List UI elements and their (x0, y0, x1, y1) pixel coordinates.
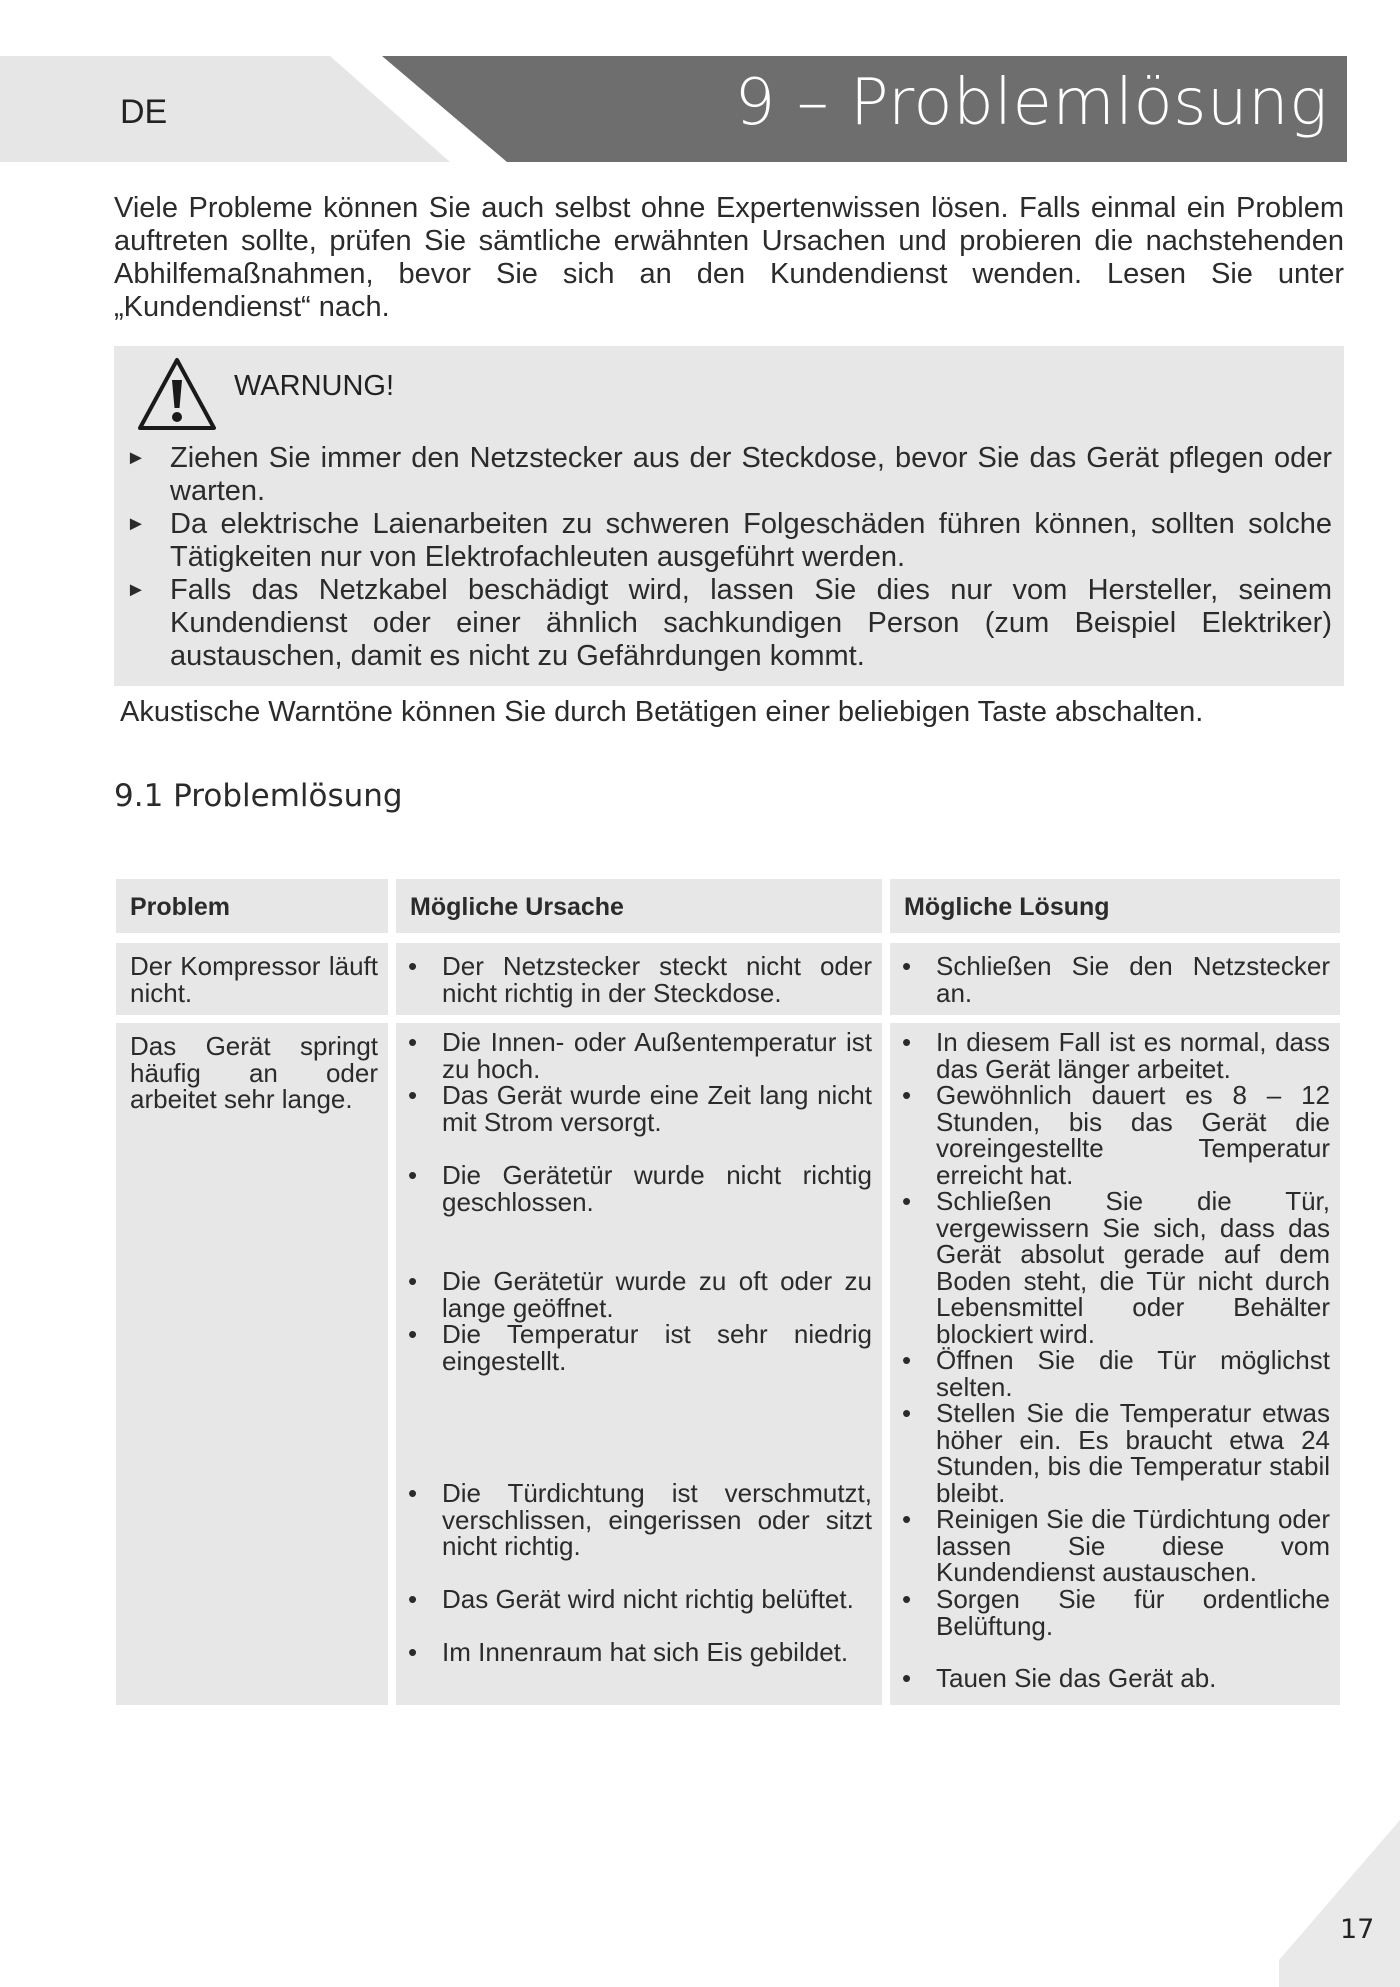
list-item: • Gewöhnlich dauert es 8 – 12 Stunden, bis das Gerät die voreingestellte Temperatur erreicht hat. (902, 1080, 1330, 1190)
table-cell-problem: Der Kompressor läuft nicht. (116, 943, 388, 1015)
table-header-solution: Mögliche Lösung (890, 879, 1340, 933)
list-item: • Die Gerätetür wurde zu oft oder zu lange geöffnet. (408, 1266, 872, 1323)
intro-paragraph: Viele Probleme können Sie auch selbst ohne Expertenwissen lösen. Falls einmal ein Problem auftreten sollte, prüfen Sie sämtliche erwähnten Ursachen und probieren die nachstehenden Abhilfemaßnahmen, bevor Sie sich an den Kundendienst wenden. Lesen Sie unter „Kundendienst“ nach. (114, 192, 1344, 323)
list-item: • Die Temperatur ist sehr niedrig eingestellt. (408, 1319, 872, 1376)
list-item: • Das Gerät wird nicht richtig belüftet. (408, 1584, 854, 1614)
list-item: • Die Gerätetür wurde nicht richtig geschlossen. (408, 1160, 872, 1217)
table-cell-cause (396, 943, 882, 1015)
language-code: DE (120, 93, 168, 131)
acoustic-note: Akustische Warntöne können Sie durch Betätigen einer beliebigen Taste abschalten. (120, 696, 1204, 728)
list-item: • Die Innen- oder Außentemperatur ist zu hoch. (408, 1027, 872, 1084)
warning-item-text: Ziehen Sie immer den Netzstecker aus der Steckdose, bevor Sie das Gerät pflegen oder warten. (170, 442, 1332, 507)
warning-item (114, 508, 1344, 574)
table-cell-problem: Das Gerät springt häufig an oder arbeitet sehr lange. (116, 1023, 388, 1705)
warning-item-text: Falls das Netzkabel beschädigt wird, lassen Sie dies nur vom Hersteller, seinem Kundendienst oder einer ähnlich sachkundigen Person (zum Beispiel Elektriker) austauschen, damit es nicht zu Gefährdungen kommt. (170, 574, 1332, 672)
page-number: 17 (1340, 1914, 1375, 1945)
warning-item (114, 442, 1344, 508)
arrow-right-icon: ► (126, 513, 146, 535)
warning-title: WARNUNG! (234, 370, 395, 402)
warning-item (114, 574, 1344, 673)
list-item: • Die Türdichtung ist verschmutzt, verschlissen, eingerissen oder sitzt nicht richtig. (408, 1478, 872, 1561)
list-item: • Reinigen Sie die Türdichtung oder lassen Sie diese vom Kundendienst austauschen. (902, 1504, 1330, 1587)
warning-box (114, 346, 1344, 686)
list-item: • Sorgen Sie für ordentliche Belüftung. (902, 1584, 1330, 1641)
list-item: • Der Netzstecker steckt nicht oder nicht richtig in der Steckdose. (408, 951, 872, 1008)
warning-list (114, 442, 1344, 673)
list-item: • Schließen Sie die Tür, vergewissern Sie sich, dass das Gerät absolut gerade auf dem Boden steht, die Tür nicht durch Lebensmittel oder Behälter blockiert wird. (902, 1186, 1330, 1349)
table-header-problem: Problem (116, 879, 388, 933)
list-item: • In diesem Fall ist es normal, dass das Gerät länger arbeitet. (902, 1027, 1330, 1084)
list-item: • Tauen Sie das Gerät ab. (902, 1663, 1217, 1693)
table-header-cause: Mögliche Ursache (396, 879, 882, 933)
arrow-right-icon: ► (126, 447, 146, 469)
table-cell-cause (396, 1023, 882, 1705)
list-item: • Im Innenraum hat sich Eis gebildet. (408, 1637, 849, 1667)
table-cell-solution (890, 943, 1340, 1015)
warning-item-text: Da elektrische Laienarbeiten zu schweren Folgeschäden führen können, sollten solche Tätigkeiten nur von Elektrofachleuten ausgeführt werden. (170, 508, 1332, 573)
list-item: • Schließen Sie den Netzstecker an. (902, 951, 1330, 1008)
warning-triangle-icon (136, 356, 218, 432)
chapter-title: 9 – Problemlösung (734, 66, 1328, 140)
list-item: • Stellen Sie die Temperatur etwas höher ein. Es braucht etwa 24 Stunden, bis die Temperatur stabil bleibt. (902, 1398, 1330, 1508)
header-language-tab (0, 56, 450, 162)
arrow-right-icon: ► (126, 579, 146, 601)
section-title: 9.1 Problemlösung (114, 778, 403, 814)
list-item: • Öffnen Sie die Tür möglichst selten. (902, 1345, 1330, 1402)
page-corner (1279, 1820, 1400, 1987)
list-item: • Das Gerät wurde eine Zeit lang nicht mit Strom versorgt. (408, 1080, 872, 1137)
table-cell-solution (890, 1023, 1340, 1705)
